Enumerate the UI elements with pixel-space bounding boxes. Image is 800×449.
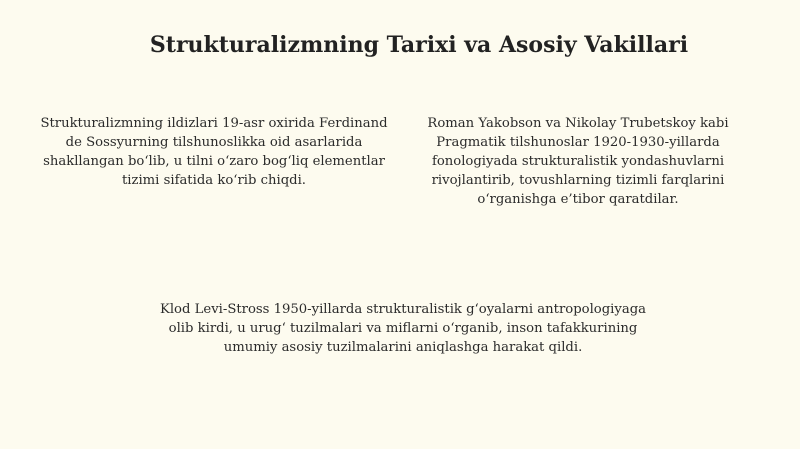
paragraph-jakobson-trubetskoy: Roman Yakobson va Nikolay Trubetskoy kabi Pragmatik tilshunoslar 1920-1930-yillarda fonologiyada strukturalistik yondashuvlarni rivojlantirib, tovushlarning tizimli farqlarini o‘rganishga e’tibor qaratdilar. — [427, 116, 729, 207]
slide-title: Strukturalizmning Tarixi va Asosiy Vakillari — [149, 32, 689, 58]
paragraph-levi-strauss: Klod Levi-Stross 1950-yillarda strukturalistik g‘oyalarni antropologiyaga olib kirdi, u urug‘ tuzilmalari va miflarni o‘rganib, inson tafakkurining umumiy asosiy tuzilmalarini aniqlashga harakat qildi. — [159, 302, 647, 355]
paragraph-saussure: Strukturalizmning ildizlari 19-asr oxirida Ferdinand de Sossyurning tilshunoslikka oid asarlarida shakllangan bo‘lib, u tilni o‘zaro bog‘liq elementlar tizimi sifatida ko‘rib chiqdi. — [40, 116, 388, 188]
